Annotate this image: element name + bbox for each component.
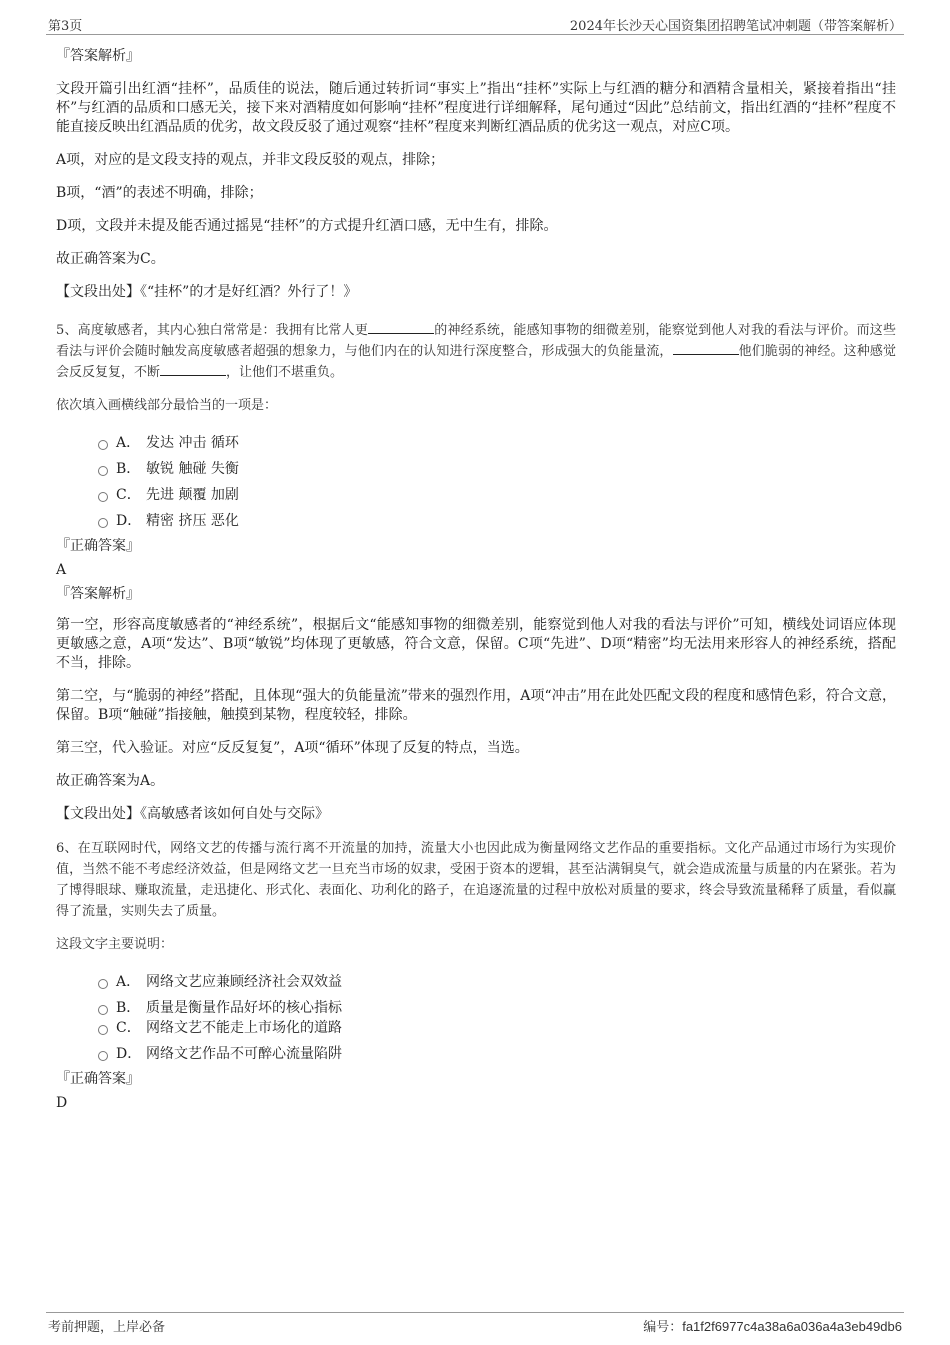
radio-icon[interactable] bbox=[98, 518, 108, 528]
analysis-paragraph: A项，对应的是文段支持的观点，并非文段反驳的观点，排除； bbox=[56, 152, 445, 168]
footer-slogan: 考前押题，上岸必备 bbox=[48, 1320, 166, 1335]
option-text: 发达 冲击 循环 bbox=[146, 435, 239, 451]
analysis-paragraph: D项，文段并未提及能否通过摇晃“挂杯”的方式提升红酒口感，无中生有，排除。 bbox=[56, 218, 558, 234]
answer-value: D bbox=[56, 1095, 68, 1111]
fill-blank bbox=[673, 341, 739, 355]
stem-text: 的神经系统，能感知事物的细微差别，能察觉到他人对我的看法与评价。而这些看法与评价会随时触发高度敏感者超强的想象力，与他们内在的认知进行深度整合，形成强大的负能量流， bbox=[56, 323, 896, 359]
answer-value: A bbox=[56, 562, 67, 578]
option-letter: A． bbox=[116, 974, 141, 990]
fill-blank bbox=[160, 362, 226, 376]
option-letter: B． bbox=[116, 461, 141, 477]
conclusion-paragraph: 故正确答案为A。 bbox=[56, 773, 165, 789]
source-citation: 【文段出处】《高敏感者该如何自处与交际》 bbox=[56, 806, 329, 822]
analysis-paragraph: B项，“酒”的表述不明确，排除； bbox=[56, 185, 263, 201]
option-letter: D． bbox=[116, 1046, 142, 1062]
analysis-paragraph: 文段开篇引出红酒“挂杯”，品质佳的说法，随后通过转折词“事实上”指出“挂杯”实际上与红酒的糖分和酒精含量相关，紧接着指出“挂杯”与红酒的品质和口感无关，接下来对酒精度如何影响“挂杯”程度进行详细解释，尾句通过“因此”总结前文，指出红酒的“挂杯”程度不能直接反映出红酒品质的优劣，故文段反驳了通过观察“挂杯”程度来判断红酒品质的优劣这一观点，对应C项。 bbox=[56, 81, 896, 135]
option-d[interactable] bbox=[56, 508, 896, 534]
question-6-stem: 6、在互联网时代，网络文艺的传播与流行离不开流量的加持，流量大小也因此成为衡量网络文艺作品的重要指标。文化产品通过市场行为实现价值，当然不能不考虑经济效益，但是网络文艺一旦充当市场的奴隶，受困于资本的逻辑，甚至沾满铜臭气，就会造成流量与质量的内在紧张。若为了博得眼球、赚取流量，走迅捷化、形式化、表面化、功利化的路子，在追逐流量的过程中放松对质量的要求，终会导致流量稀释了质量，看似赢得了流量，实则失去了质量。 bbox=[56, 841, 896, 919]
option-letter: C． bbox=[116, 1020, 141, 1036]
option-letter: C． bbox=[116, 487, 141, 503]
page-header bbox=[46, 14, 904, 35]
option-text: 质量是衡量作品好坏的核心指标 bbox=[146, 1000, 342, 1016]
source-citation: 【文段出处】《“挂杯”的才是好红酒？外行了！》 bbox=[56, 284, 358, 300]
option-letter: A． bbox=[116, 435, 141, 451]
page-number: 第3页 bbox=[48, 19, 83, 34]
option-text: 网络文艺应兼顾经济社会双效益 bbox=[146, 974, 342, 990]
option-text: 先进 颠覆 加剧 bbox=[146, 487, 239, 503]
conclusion-paragraph: 故正确答案为C。 bbox=[56, 251, 165, 267]
radio-icon[interactable] bbox=[98, 466, 108, 476]
option-c[interactable] bbox=[56, 482, 896, 508]
option-a[interactable] bbox=[56, 430, 896, 456]
answer-label: 『正确答案』 bbox=[56, 538, 140, 554]
radio-icon[interactable] bbox=[98, 1051, 108, 1061]
option-letter: B． bbox=[116, 1000, 141, 1016]
option-text: 网络文艺作品不可醉心流量陷阱 bbox=[146, 1046, 342, 1062]
fill-blank bbox=[368, 320, 434, 334]
radio-icon[interactable] bbox=[98, 1005, 108, 1015]
answer-label: 『正确答案』 bbox=[56, 1071, 140, 1087]
radio-icon[interactable] bbox=[98, 1025, 108, 1035]
radio-icon[interactable] bbox=[98, 979, 108, 989]
option-d[interactable] bbox=[56, 1041, 896, 1067]
stem-text: ，让他们不堪重负。 bbox=[226, 365, 344, 380]
document-title: 2024年长沙天心国资集团招聘笔试冲刺题（带答案解析） bbox=[569, 19, 902, 34]
document-code: 编号：fa1f2f6977c4a38a6a036a4a3eb49db6 bbox=[643, 1319, 902, 1334]
page-footer bbox=[46, 1312, 904, 1337]
radio-icon[interactable] bbox=[98, 492, 108, 502]
analysis-paragraph: 第一空，形容高度敏感者的“神经系统”，根据后文“能感知事物的细微差别，能察觉到他人对我的看法与评价”可知，横线处词语应体现更敏感之意，A项“发达”、B项“敏锐”均体现了更敏感，符合文意，保留。C项“先进”、D项“精密”均无法用来形容人的神经系统，搭配不当，排除。 bbox=[56, 617, 896, 671]
stem-text: 5、高度敏感者，其内心独白常常是：我拥有比常人更 bbox=[56, 323, 369, 338]
question-prompt: 这段文字主要说明： bbox=[56, 937, 174, 952]
analysis-paragraph: 第二空，与“脆弱的神经”搭配，且体现“强大的负能量流”带来的强烈作用，A项“冲击”用在此处匹配文段的程度和感情色彩，符合文意，保留。B项“触碰”指接触，触摸到某物，程度较轻，排除。 bbox=[56, 688, 896, 723]
page-content bbox=[56, 44, 896, 1115]
stem-text: 他们脆弱的神经。这种感觉会反反复复，不断 bbox=[56, 344, 896, 380]
option-a[interactable] bbox=[56, 969, 896, 995]
option-b[interactable] bbox=[56, 456, 896, 482]
radio-icon[interactable] bbox=[98, 440, 108, 450]
option-b[interactable] bbox=[56, 995, 896, 1015]
question-5-stem bbox=[56, 320, 896, 383]
question-prompt: 依次填入画横线部分最恰当的一项是： bbox=[56, 398, 278, 413]
option-c[interactable] bbox=[56, 1015, 896, 1041]
option-text: 敏锐 触碰 失衡 bbox=[146, 461, 239, 477]
analysis-label: 『答案解析』 bbox=[56, 48, 140, 64]
option-letter: D． bbox=[116, 513, 142, 529]
option-text: 网络文艺不能走上市场化的道路 bbox=[146, 1020, 342, 1036]
option-text: 精密 挤压 恶化 bbox=[146, 513, 239, 529]
analysis-paragraph: 第三空，代入验证。对应“反反复复”，A项“循环”体现了反复的特点，当选。 bbox=[56, 740, 529, 756]
analysis-label: 『答案解析』 bbox=[56, 586, 140, 602]
